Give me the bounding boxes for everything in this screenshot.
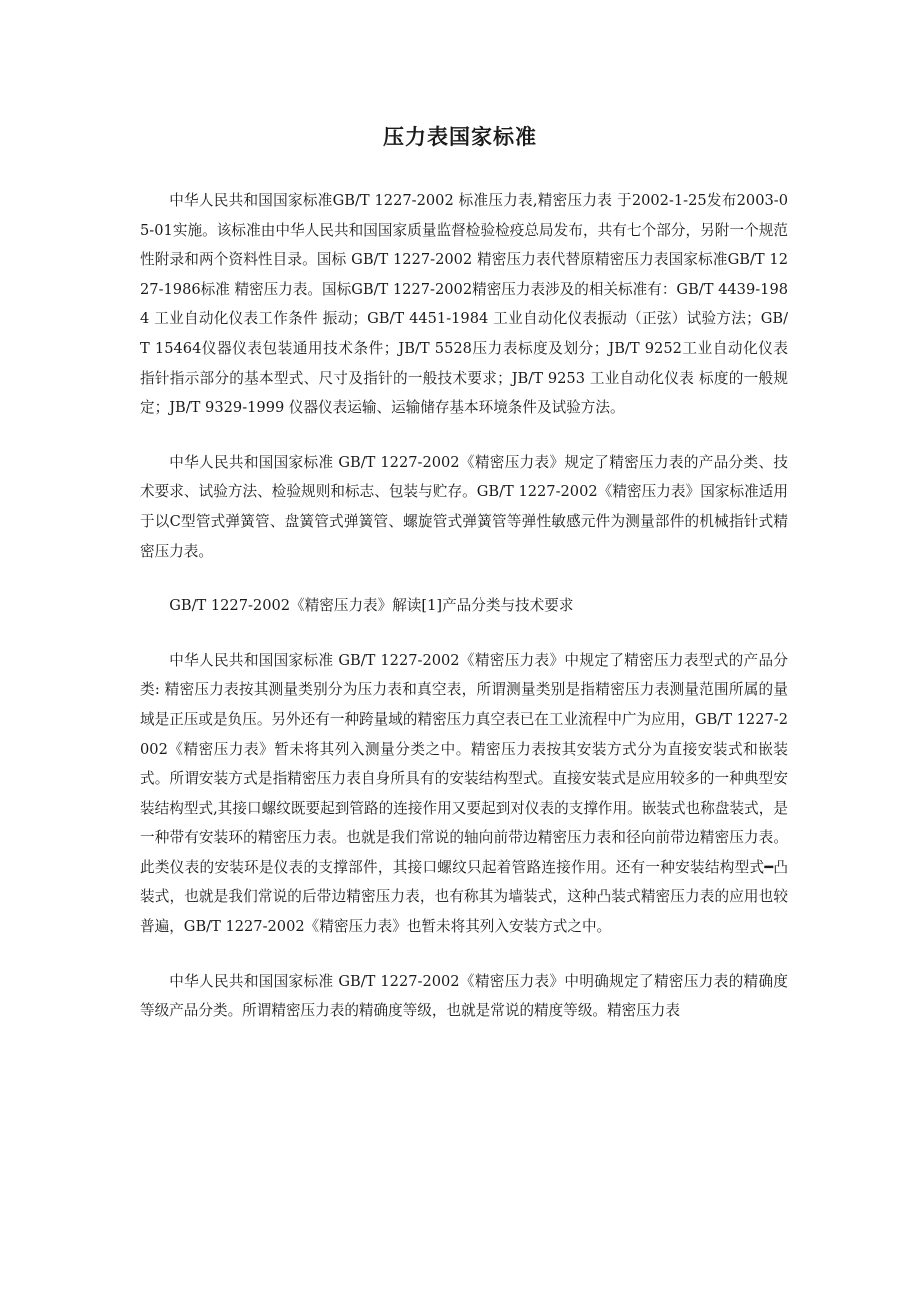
document-body (140, 186, 788, 1051)
paragraph-accuracy-class: 中华人民共和国国家标准 GB/T 1227-2002《精密压力表》中明确规定了精密压力表的精确度等级产品分类。所谓精密压力表的精确度等级，也就是常说的精度等级。精密压力表 (140, 972, 788, 1020)
paragraph-standard-overview: 中华人民共和国国家标准GB/T 1227-2002 标准压力表,精密压力表 于2002-1-25发布2003-05-01实施。该标准由中华人民共和国国家质量监督检验检疫总局发布，共有七个部分，另附一个规范性附录和两个资料性目录。国标 GB/T 1227-2002 精密压力表代替原精密压力表国家标准GB/T 1227-1986标准 精密压力表。国标GB/T 1227-2002精密压力表涉及的相关标准有：GB/T 4439-1984 工业自动化仪表工作条件 振动；GB/T 4451-1984 工业自动化仪表振动（正弦）试验方法；GB/T 15464仪器仪表包装通用技术条件；JB/T 5528压力表标度及划分；JB/T 9252工业自动化仪表 指针指示部分的基本型式、尺寸及指针的一般技术要求；JB/T 9253 工业自动化仪表 标度的一般规定；JB/T 9329-1999 仪器仪表运输、运输储存基本环境条件及试验方法。 (140, 192, 789, 417)
paragraph-classification: 中华人民共和国国家标准 GB/T 1227-2002《精密压力表》中规定了精密压力表型式的产品分类: 精密压力表按其测量类别分为压力表和真空表，所谓测量类别是指精密压力表测量范围所属的量域是正压或是负压。另外还有一种跨量域的精密压力真空表已在工业流程中广为应用，GB/T 1227-2002《精密压力表》暂未将其列入测量分类之中。精密压力表按其安装方式分为直接安装式和嵌装式。所谓安装方式是指精密压力表自身所具有的安装结构型式。直接安装式是应用较多的一种典型安装结构型式,其接口螺纹既要起到管路的连接作用又要起到对仪表的支撑作用。嵌装式也称盘装式，是一种带有安装环的精密压力表。也就是我们常说的轴向前带边精密压力表和径向前带边精密压力表。此类仪表的安装环是仪表的支撑部件，其接口螺纹只起着管路连接作用。还有一种安装结构型式━凸装式，也就是我们常说的后带边精密压力表，也有称其为墙装式，这种凸装式精密压力表的应用也较普遍，GB/T 1227-2002《精密压力表》也暂未将其列入安装方式之中。 (140, 651, 788, 936)
document-title: 压力表国家标准 (383, 125, 537, 149)
section-heading: GB/T 1227-2002《精密压力表》解读[1]产品分类与技术要求 (169, 597, 574, 615)
paragraph-scope: 中华人民共和国国家标准 GB/T 1227-2002《精密压力表》规定了精密压力表的产品分类、技术要求、试验方法、检验规则和标志、包装与贮存。GB/T 1227-2002《精密压力表》国家标准适用于以C型管式弹簧管、盘簧管式弹簧管、螺旋管式弹簧管等弹性敏感元件为测量部件的机械指针式精密压力表。 (140, 453, 788, 560)
